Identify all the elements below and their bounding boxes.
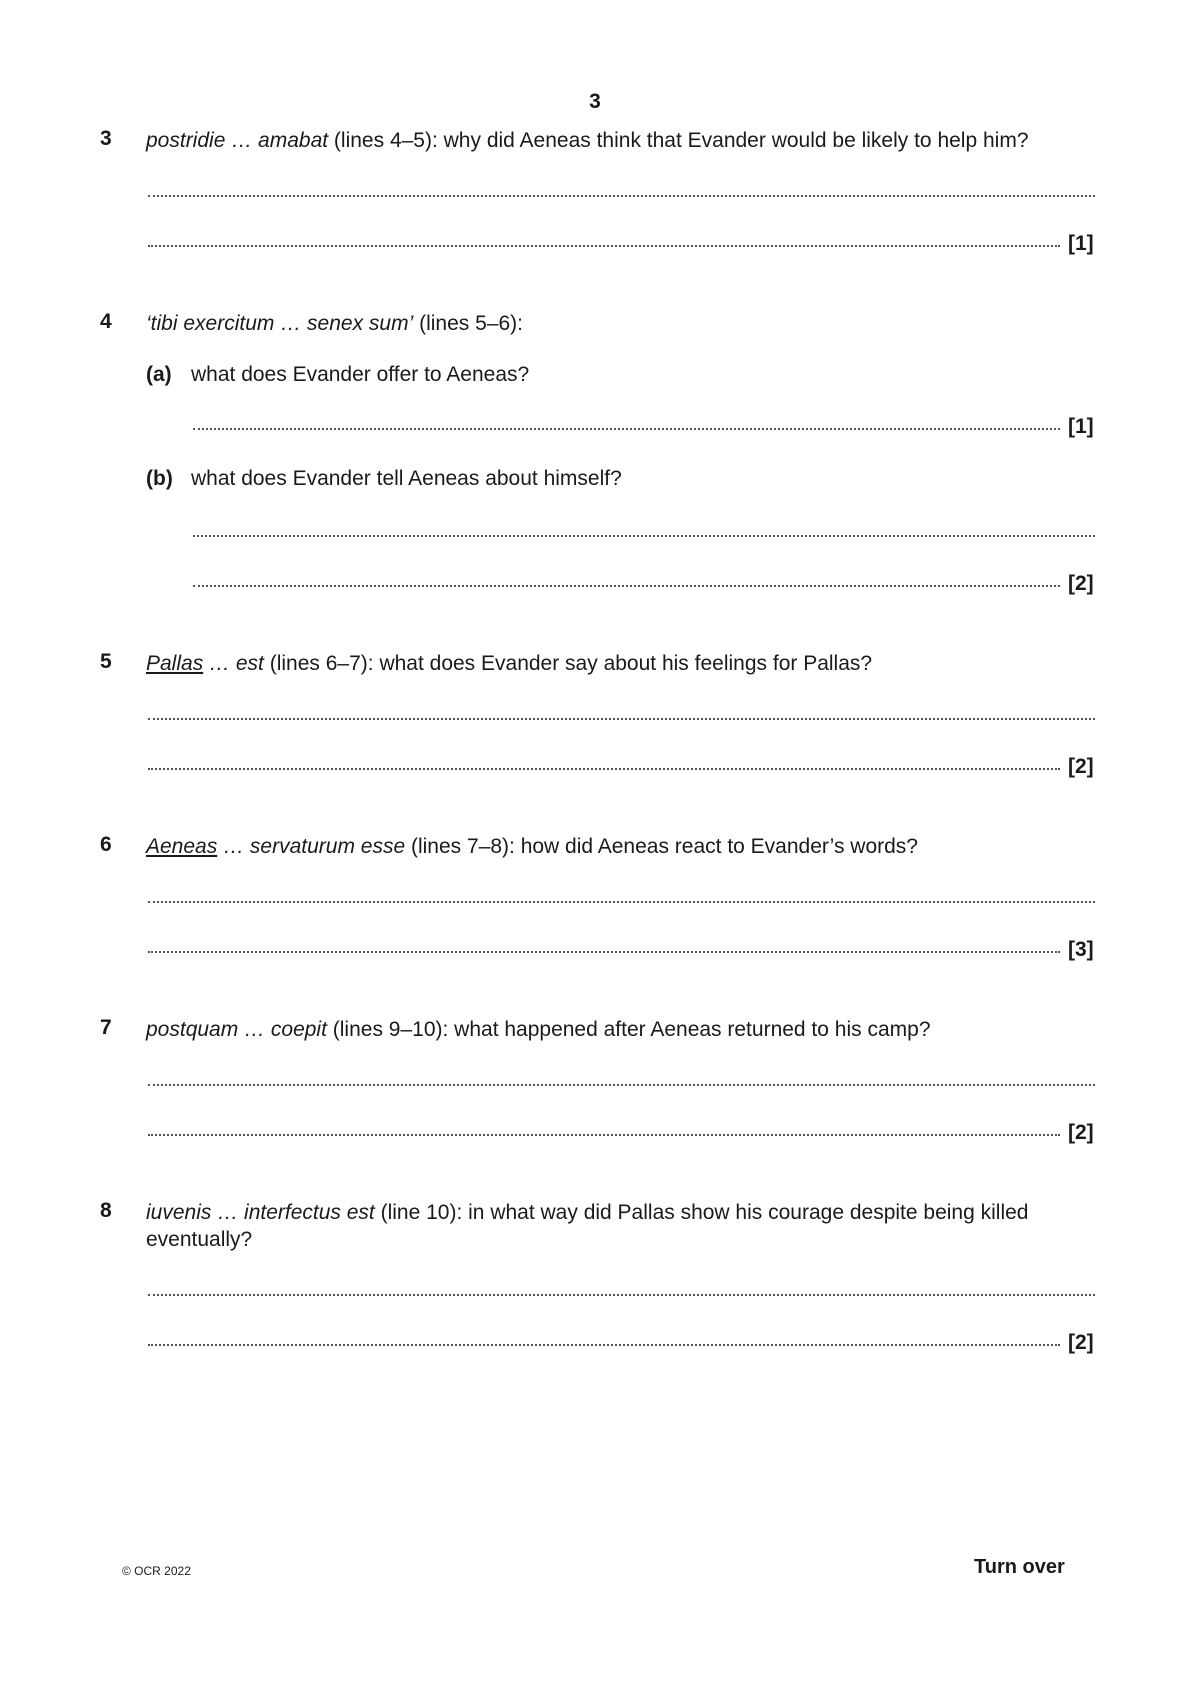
question-prompt: (lines 9–10): what happened after Aeneas returned to his camp?: [326, 1018, 931, 1041]
question-number: 7: [100, 1016, 112, 1039]
subquestion-label: (a): [146, 363, 172, 386]
question-text: [146, 310, 1096, 337]
question-number: 3: [100, 127, 112, 150]
subquestion-label: (b): [146, 467, 173, 490]
latin-lead: … est: [203, 652, 264, 675]
mark-allocation: [2]: [1068, 755, 1094, 778]
question-number: 4: [100, 310, 112, 333]
question-prompt: (line 10): in what way did Pallas show his courage despite being killed eventually?: [146, 1201, 1029, 1251]
subquestion-text: what does Evander tell Aeneas about himself?: [191, 467, 622, 490]
question-prompt: (lines 5–6):: [413, 312, 523, 335]
question-number: 6: [100, 833, 112, 856]
answer-line[interactable]: [148, 706, 1095, 720]
question-prompt: (lines 4–5): why did Aeneas think that Evander would be likely to help him?: [328, 129, 1029, 152]
latin-lead-underlined: Aeneas: [146, 835, 218, 858]
answer-line[interactable]: [148, 233, 1060, 247]
latin-lead: postquam … coepit: [146, 1018, 327, 1041]
question-prompt: (lines 6–7): what does Evander say about his feelings for Pallas?: [263, 652, 873, 675]
answer-line[interactable]: [193, 573, 1060, 587]
mark-allocation: [3]: [1068, 938, 1094, 961]
question-number: 5: [100, 650, 112, 673]
mark-allocation: [2]: [1068, 1331, 1094, 1354]
answer-line[interactable]: [148, 889, 1095, 903]
latin-lead: postridie … amabat: [146, 129, 329, 152]
latin-lead: ‘tibi exercitum … senex sum’: [146, 312, 414, 335]
answer-line[interactable]: [148, 1282, 1095, 1296]
mark-allocation: [2]: [1068, 1121, 1094, 1144]
answer-line[interactable]: [148, 183, 1095, 197]
answer-line[interactable]: [148, 756, 1060, 770]
question-text: [146, 1199, 1096, 1253]
question-text: [146, 833, 1096, 860]
question-number: 8: [100, 1199, 112, 1222]
latin-lead-underlined: Pallas: [146, 652, 204, 675]
mark-allocation: [1]: [1068, 415, 1094, 438]
mark-allocation: [2]: [1068, 572, 1094, 595]
answer-line[interactable]: [148, 939, 1060, 953]
latin-lead: iuvenis … interfectus est: [146, 1201, 375, 1224]
question-text: [146, 650, 1096, 677]
question-prompt: (lines 7–8): how did Aeneas react to Evander’s words?: [405, 835, 918, 858]
latin-lead: … servaturum esse: [217, 835, 406, 858]
mark-allocation: [1]: [1068, 232, 1094, 255]
question-text: [146, 127, 1096, 154]
answer-line[interactable]: [193, 416, 1060, 430]
copyright-notice: © OCR 2022: [122, 1564, 191, 1578]
page-number: 3: [589, 90, 601, 113]
subquestion-text: what does Evander offer to Aeneas?: [191, 363, 530, 386]
answer-line[interactable]: [193, 523, 1095, 537]
answer-line[interactable]: [148, 1122, 1060, 1136]
turn-over-label: Turn over: [974, 1556, 1065, 1578]
answer-line[interactable]: [148, 1332, 1060, 1346]
answer-line[interactable]: [148, 1072, 1095, 1086]
question-text: [146, 1016, 1096, 1043]
